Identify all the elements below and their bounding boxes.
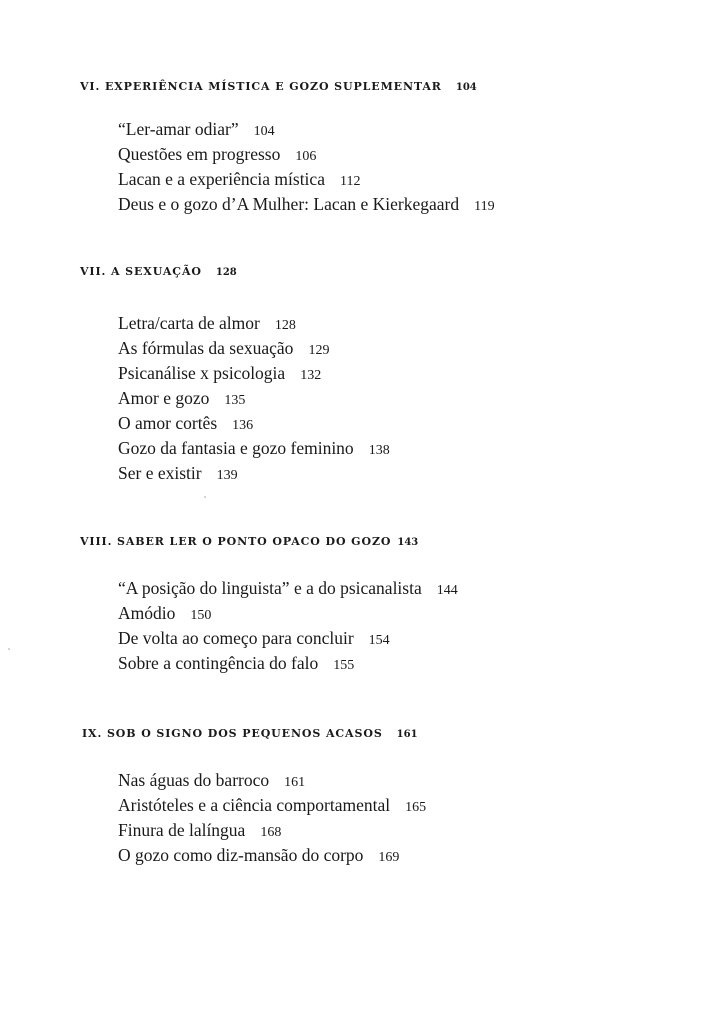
entry-title: Ser e existir xyxy=(118,463,202,483)
entry-page-number: 150 xyxy=(190,608,212,623)
entry-title: Letra/carta de almor xyxy=(118,313,260,333)
toc-entry xyxy=(118,386,390,411)
toc-entry xyxy=(118,576,458,601)
entry-page-number: 104 xyxy=(253,124,275,139)
entry-page-number: 154 xyxy=(368,633,390,648)
toc-entry xyxy=(118,336,390,361)
chapter-page-number: 161 xyxy=(396,729,418,740)
entry-title: Deus e o gozo d’A Mulher: Lacan e Kierkegaard xyxy=(118,194,460,214)
entry-page-number: 169 xyxy=(378,850,400,865)
entry-page-number: 135 xyxy=(224,393,246,408)
entry-list xyxy=(118,576,458,676)
chapter-page-number: 104 xyxy=(455,82,477,93)
toc-entry xyxy=(118,793,426,818)
entry-title: Gozo da fantasia e gozo feminino xyxy=(118,438,354,458)
toc-entry xyxy=(118,818,426,843)
toc-entry xyxy=(118,436,390,461)
entry-list xyxy=(118,117,495,217)
toc-entry xyxy=(118,117,495,142)
entry-page-number: 144 xyxy=(436,583,458,598)
entry-title: Questões em progresso xyxy=(118,144,281,164)
entry-title: Nas águas do barroco xyxy=(118,770,270,790)
chapter-page-number: 128 xyxy=(215,267,237,278)
chapter-title: VI. EXPERIÊNCIA MÍSTICA E GOZO SUPLEMENTAR xyxy=(80,80,442,93)
entry-title: Psicanálise x psicologia xyxy=(118,363,286,383)
toc-entry xyxy=(118,843,426,868)
entry-title: O gozo como diz-mansão do corpo xyxy=(118,845,364,865)
chapter-title: VII. A SEXUAÇÃO xyxy=(80,265,202,278)
toc-entry xyxy=(118,651,458,676)
entry-title: De volta ao começo para concluir xyxy=(118,628,354,648)
entry-title: Lacan e a experiência mística xyxy=(118,169,325,189)
entry-list xyxy=(118,311,390,486)
entry-title: Amor e gozo xyxy=(118,388,210,408)
chapter-title: IX. SOB O SIGNO DOS PEQUENOS ACASOS xyxy=(82,727,383,740)
chapter-heading xyxy=(80,535,418,550)
chapter-heading xyxy=(80,265,237,280)
entry-page-number: 165 xyxy=(405,800,427,815)
entry-title: O amor cortês xyxy=(118,413,218,433)
entry-title: Finura de lalíngua xyxy=(118,820,246,840)
toc-entry xyxy=(118,311,390,336)
chapter-heading xyxy=(80,80,477,95)
toc-entry xyxy=(118,461,390,486)
entry-page-number: 161 xyxy=(284,775,306,790)
entry-title: As fórmulas da sexuação xyxy=(118,338,294,358)
entry-page-number: 168 xyxy=(260,825,282,840)
scan-speck xyxy=(8,648,10,650)
toc-entry xyxy=(118,167,495,192)
toc-entry xyxy=(118,601,458,626)
entry-page-number: 136 xyxy=(232,418,254,433)
entry-title: Sobre a contingência do falo xyxy=(118,653,319,673)
entry-page-number: 106 xyxy=(295,149,317,164)
entry-page-number: 132 xyxy=(300,368,322,383)
toc-entry xyxy=(118,192,495,217)
entry-page-number: 119 xyxy=(474,199,495,214)
toc-entry xyxy=(118,411,390,436)
toc-entry xyxy=(118,626,458,651)
entry-page-number: 139 xyxy=(216,468,238,483)
chapter-page-number: 143 xyxy=(397,537,419,548)
entry-page-number: 129 xyxy=(308,343,330,358)
entry-title: Amódio xyxy=(118,603,176,623)
entry-title: Aristóteles e a ciência comportamental xyxy=(118,795,391,815)
entry-title: “Ler-amar odiar” xyxy=(118,119,239,139)
toc-entry xyxy=(118,361,390,386)
entry-list xyxy=(118,768,426,868)
entry-title: “A posição do linguista” e a do psicanalista xyxy=(118,578,422,598)
toc-entry xyxy=(118,768,426,793)
entry-page-number: 138 xyxy=(368,443,390,458)
entry-page-number: 112 xyxy=(339,174,361,189)
chapter-title: VIII. SABER LER O PONTO OPACO DO GOZO xyxy=(80,535,392,548)
entry-page-number: 128 xyxy=(274,318,296,333)
entry-page-number: 155 xyxy=(333,658,355,673)
toc-entry xyxy=(118,142,495,167)
scan-speck xyxy=(204,496,206,498)
chapter-heading xyxy=(82,727,418,742)
